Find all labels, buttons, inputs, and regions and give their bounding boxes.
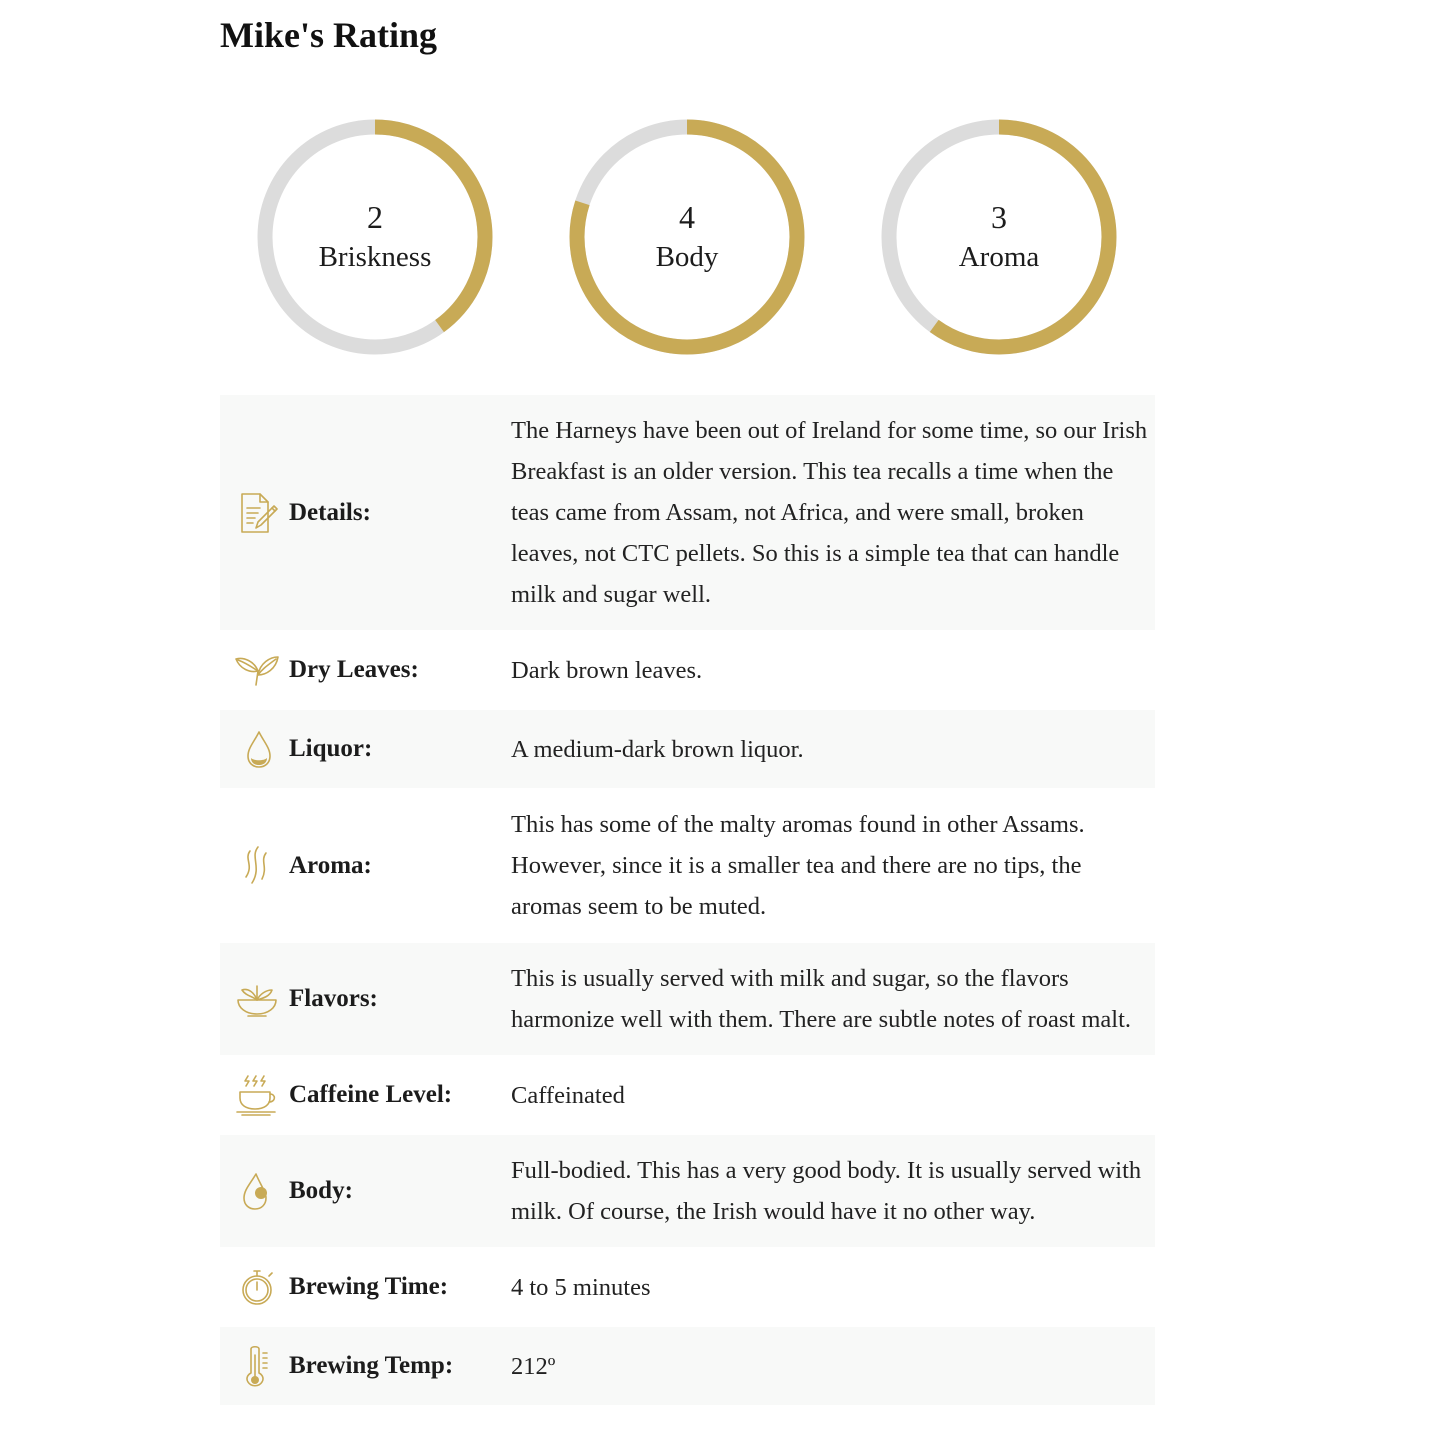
rating-briskness xyxy=(275,199,475,275)
detail-text: Full-bodied. This has a very good body. It is usually served with milk. Of course, the Irish would have it no other way. xyxy=(511,1157,1142,1225)
teacup-bolt-icon xyxy=(234,1072,280,1118)
detail-label: Liquor: xyxy=(289,735,373,762)
bowl-sprout-icon xyxy=(234,976,280,1022)
rating-ring-body xyxy=(577,127,797,347)
ring-progress xyxy=(577,127,797,347)
detail-label: Aroma: xyxy=(289,851,372,879)
detail-label: Dry Leaves: xyxy=(289,656,419,683)
ring-track xyxy=(577,127,797,347)
rating-body xyxy=(587,199,787,275)
detail-row-aroma xyxy=(220,788,1155,943)
leaves-icon xyxy=(234,647,280,693)
detail-label: Body: xyxy=(289,1177,353,1204)
rating-rings xyxy=(0,0,1445,380)
detail-text: Dark brown leaves. xyxy=(511,656,703,684)
detail-text: The Harneys have been out of Ireland for some time, so our Irish Breakfast is an older version. This tea recalls a time when the teas came from Assam, not Africa, and were small, broken leaves, not CTC pellets. So this is a simple tea that can handle milk and sugar well. xyxy=(511,417,1148,608)
rating-value: 3 xyxy=(991,199,1007,235)
thermometer-icon xyxy=(234,1343,280,1389)
detail-text: This is usually served with milk and sugar, so the flavors harmonize well with them. There are subtle notes of roast malt. xyxy=(511,965,1132,1033)
stopwatch-icon xyxy=(234,1264,280,1310)
ring-track xyxy=(265,127,485,347)
detail-row-caffeine-level xyxy=(220,1055,1155,1135)
detail-row-dry-leaves xyxy=(220,630,1155,710)
rating-label: Briskness xyxy=(318,241,432,273)
detail-row-details xyxy=(220,395,1155,630)
detail-row-brewing-temp xyxy=(220,1327,1155,1405)
aroma-waves-icon xyxy=(234,843,280,889)
detail-text: 212º xyxy=(511,1352,556,1380)
ring-progress xyxy=(265,127,485,347)
detail-label: Flavors: xyxy=(289,985,378,1012)
rating-label: Body xyxy=(655,241,719,273)
ring-track xyxy=(889,127,1109,347)
detail-label: Details: xyxy=(289,498,371,526)
detail-text: Caffeinated xyxy=(511,1081,625,1109)
rating-ring-briskness xyxy=(265,127,485,347)
rating-rings-svg xyxy=(0,0,1445,380)
detail-row-liquor xyxy=(220,710,1155,788)
detail-text: A medium-dark brown liquor. xyxy=(511,735,804,763)
rating-ring-aroma xyxy=(889,127,1109,347)
detail-row-brewing-time xyxy=(220,1247,1155,1327)
drop-circle-icon xyxy=(234,1168,280,1214)
rating-aroma xyxy=(899,199,1099,275)
document-pen-icon xyxy=(234,490,280,536)
droplet-icon xyxy=(234,726,280,772)
tea-details-table xyxy=(220,395,1155,1405)
ring-progress xyxy=(889,127,1109,347)
detail-text: This has some of the malty aromas found in other Assams. However, since it is a smaller tea and there are no tips, the aromas seem to be muted. xyxy=(511,811,1085,920)
page-title: Mike's Rating xyxy=(220,15,438,55)
detail-label: Caffeine Level: xyxy=(289,1081,453,1108)
detail-label: Brewing Time: xyxy=(289,1273,449,1300)
rating-label: Aroma xyxy=(958,241,1040,273)
rating-value: 4 xyxy=(679,199,695,235)
detail-row-flavors xyxy=(220,943,1155,1055)
detail-row-body xyxy=(220,1135,1155,1247)
detail-label: Brewing Temp: xyxy=(289,1352,454,1379)
detail-text: 4 to 5 minutes xyxy=(511,1273,651,1301)
rating-value: 2 xyxy=(367,199,383,235)
